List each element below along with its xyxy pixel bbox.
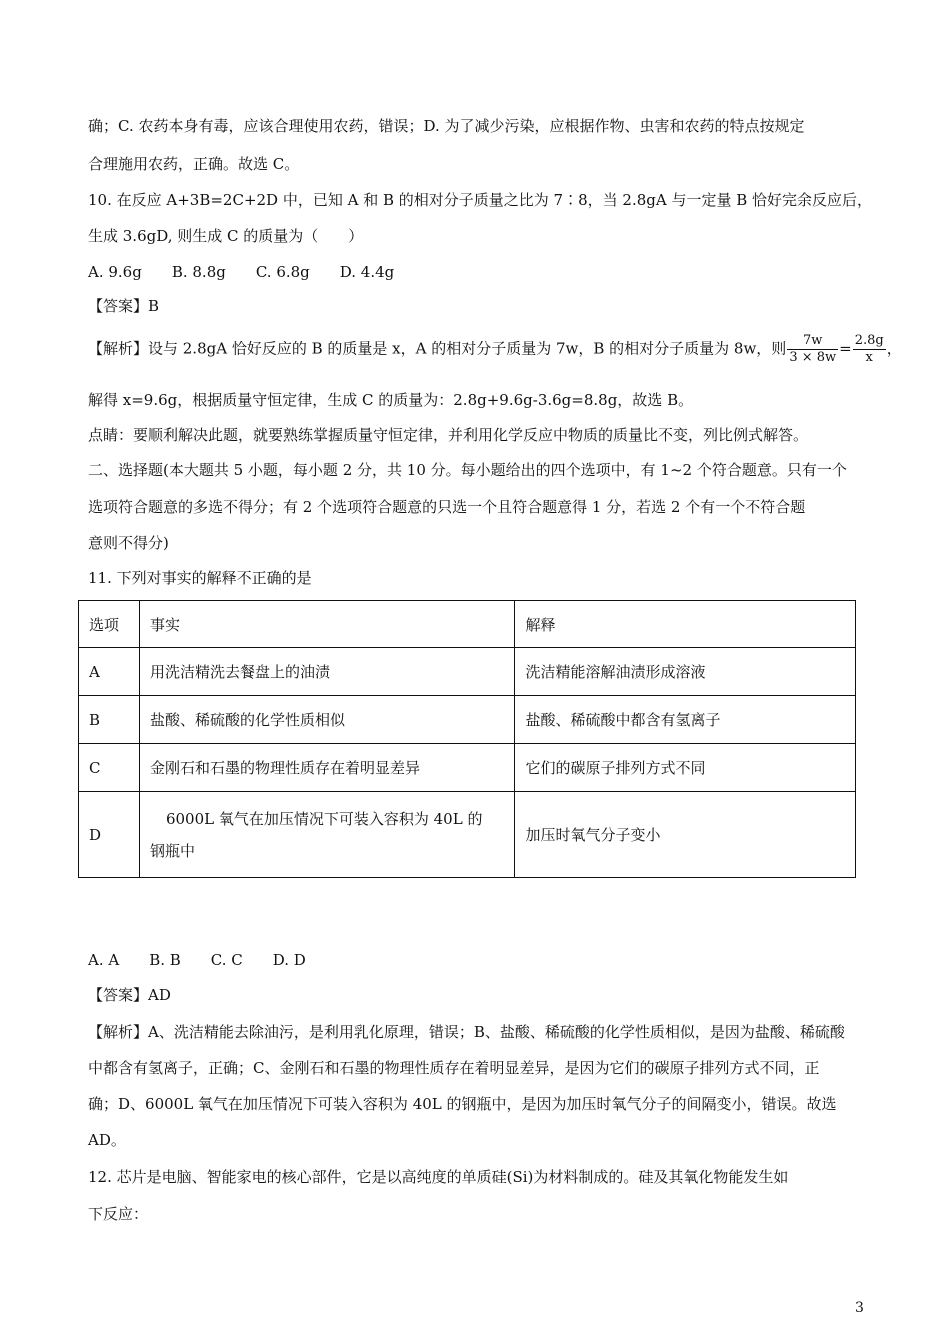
- q11-options: A. A B. B C. C D. D: [88, 951, 306, 969]
- header-fact: 事实: [139, 601, 515, 648]
- row-fact-line2: 钢瓶中: [149, 841, 195, 860]
- row-fact-line1: 6000L 氧气在加压情况下可装入容积为 40L 的: [165, 809, 483, 828]
- q9-tail-line1: 确；C. 农药本身有毒，应该合理使用农药，错误；D. 为了减少污染，应根据作物、虫害和农药的特点按规定: [88, 117, 805, 135]
- q10-stem-line1: 10. 在反应 A+3B=2C+2D 中，已知 A 和 B 的相对分子质量之比为 7∶8，当 2.8gA 与一定量 B 恰好完余反应后，: [88, 191, 873, 209]
- row-explain: 洗洁精能溶解油渍形成溶液: [515, 648, 856, 696]
- table-row: [79, 792, 856, 878]
- row-explain: 加压时氧气分子变小: [515, 792, 856, 878]
- section2-line2: 选项符合题意的多选不得分；有 2 个选项符合题意的只选一个且符合题意得 1 分，若选 2 个有一个不符合题: [88, 498, 806, 516]
- fraction-left-numerator: 7w: [787, 333, 838, 350]
- row-fact: 盐酸、稀硫酸的化学性质相似: [139, 696, 515, 744]
- fraction-comma: ，: [886, 339, 902, 358]
- q10-stem-line2: 生成 3.6gD, 则生成 C 的质量为（ ）: [88, 227, 364, 245]
- fraction-right-numerator: 2.8g: [854, 333, 884, 348]
- q10-options: A. 9.6g B. 8.8g C. 6.8g D. 4.4g: [88, 263, 395, 281]
- section2-line3: 意则不得分): [88, 534, 169, 552]
- fraction-right: [853, 333, 886, 366]
- q10-analysis-line2: 解得 x=9.6g，根据质量守恒定律，生成 C 的质量为：2.8g+9.6g-3.6g=8.8g，故选 B。: [88, 391, 694, 409]
- row-option: D: [79, 792, 140, 878]
- facts-table: [78, 600, 856, 878]
- fraction-left: [787, 333, 838, 366]
- row-fact: 用洗洁精洗去餐盘上的油渍: [139, 648, 515, 696]
- q10-tip: 点睛：要顺利解决此题，就要熟练掌握质量守恒定律，并利用化学反应中物质的质量比不变，列比例式解答。: [88, 426, 809, 444]
- row-fact: 金刚石和石墨的物理性质存在着明显差异: [139, 744, 515, 792]
- row-option: B: [79, 696, 140, 744]
- q11-answer: 【答案】AD: [88, 986, 171, 1004]
- fraction-equals: =: [839, 339, 852, 358]
- q11-analysis-line1: 【解析】A、洗洁精能去除油污，是利用乳化原理，错误；B、盐酸、稀硫酸的化学性质相似，是因为盐酸、稀硫酸: [88, 1023, 845, 1041]
- q11-analysis-line3: 确；D、6000L 氧气在加压情况下可装入容积为 40L 的钢瓶中，是因为加压时氧气分子的间隔变小，错误。故选: [88, 1095, 837, 1113]
- q10-answer: 【答案】B: [88, 297, 160, 315]
- q11-analysis-line2: 中都含有氢离子，正确；C、金刚石和石墨的物理性质存在着明显差异，是因为它们的碳原子排列方式不同，正: [88, 1059, 820, 1077]
- page-number: 3: [855, 1300, 864, 1316]
- q12-stem-line1: 12. 芯片是电脑、智能家电的核心部件，它是以高纯度的单质硅(Si)为材料制成的。硅及其氧化物能发生如: [88, 1168, 789, 1186]
- table-row: [79, 744, 856, 792]
- row-option: C: [79, 744, 140, 792]
- fraction-right-denominator: x: [865, 350, 873, 365]
- q11-analysis-line4: AD。: [88, 1131, 126, 1149]
- table-row: [79, 648, 856, 696]
- q10-analysis-prefix: 【解析】设与 2.8gA 恰好反应的 B 的质量是 x，A 的相对分子质量为 7w，B 的相对分子质量为 8w，则: [88, 339, 787, 358]
- q9-tail-line2: 合理施用农药，正确。故选 C。: [88, 155, 300, 173]
- q12-stem-line2: 下反应：: [88, 1205, 149, 1223]
- row-explain: 盐酸、稀硫酸中都含有氢离子: [515, 696, 856, 744]
- section2-line1: 二、选择题(本大题共 5 小题，每小题 2 分，共 10 分。每小题给出的四个选项中，有 1~2 个符合题意。只有一个: [88, 461, 847, 479]
- fraction-left-denominator: 3 × 8w: [789, 350, 837, 365]
- row-explain: 它们的碳原子排列方式不同: [515, 744, 856, 792]
- q10-analysis-line1: [88, 333, 902, 366]
- header-option: 选项: [79, 601, 140, 648]
- q11-stem: 11. 下列对事实的解释不正确的是: [88, 569, 312, 587]
- table-header-row: [79, 601, 856, 648]
- row-option: A: [79, 648, 140, 696]
- row-fact: [139, 792, 515, 878]
- table-row: [79, 696, 856, 744]
- header-explain: 解释: [515, 601, 856, 648]
